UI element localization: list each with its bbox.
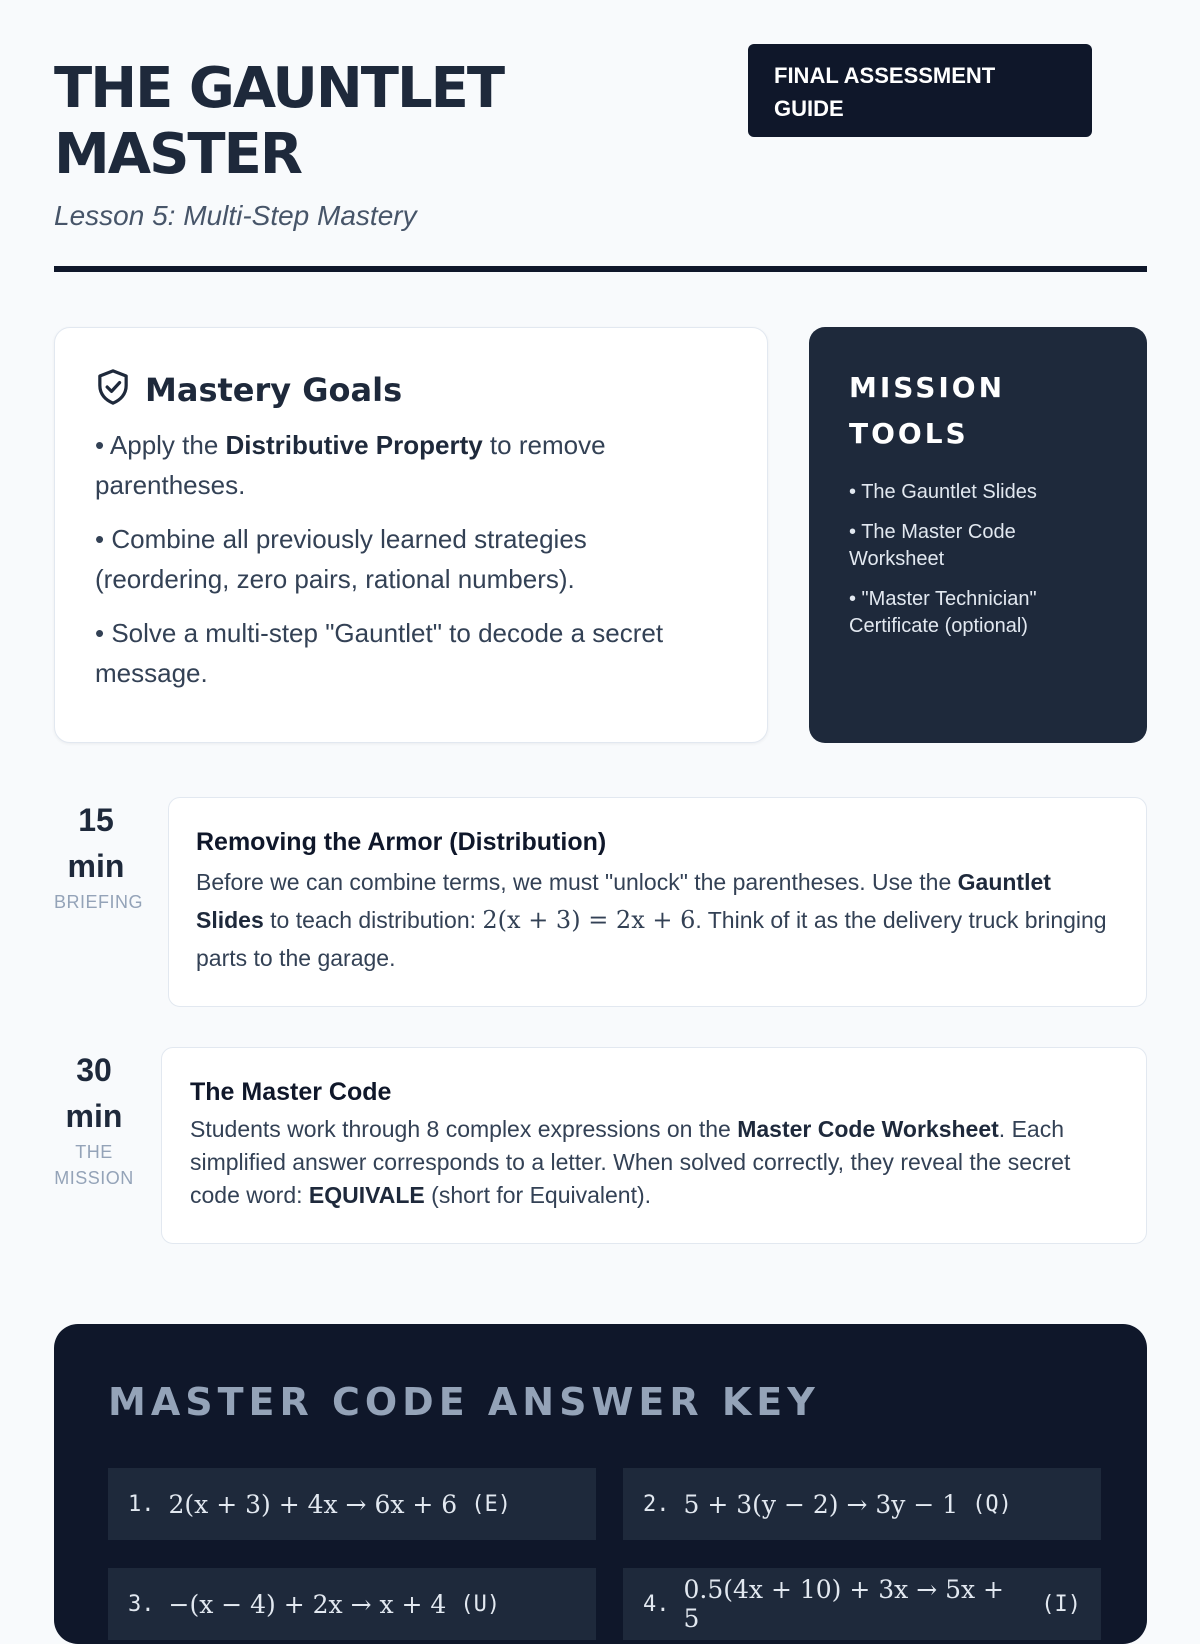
step-description: Students work through 8 complex expressions on the Master Code Worksheet. Each simplified answer corresponds to a letter. When solved correctly, they reveal the secret code word: EQUIVALE (short for Equivalent). bbox=[190, 1116, 1071, 1208]
step-duration: 15 min BRIEFING bbox=[54, 802, 144, 912]
mastery-goals-title: Mastery Goals bbox=[145, 370, 403, 409]
answer-key-item: 4. 0.5(4x + 10) + 3x → 5x + 5 (I) bbox=[623, 1568, 1101, 1640]
answer-key-item: 3. −(x − 4) + 2x → x + 4 (U) bbox=[108, 1568, 596, 1640]
header-divider bbox=[54, 266, 1147, 272]
mission-tools-card bbox=[809, 327, 1147, 743]
shield-check-icon bbox=[95, 368, 131, 411]
tool-item: • "Master Technician" Certificate (optional) bbox=[849, 588, 1037, 637]
step-title: Removing the Armor (Distribution) bbox=[196, 828, 607, 856]
answer-key-title: MASTER CODE ANSWER KEY bbox=[108, 1380, 820, 1424]
page-title: THE GAUNTLET MASTER bbox=[54, 56, 504, 187]
answer-key-item: 2. 5 + 3(y − 2) → 3y − 1 (Q) bbox=[623, 1468, 1101, 1540]
tool-item: • The Gauntlet Slides bbox=[849, 481, 1037, 503]
goal-item: • Combine all previously learned strategies (reordering, zero pairs, rational numbers). bbox=[95, 524, 587, 594]
answer-key-item: 1. 2(x + 3) + 4x → 6x + 6 (E) bbox=[108, 1468, 596, 1540]
tool-item: • The Master Code Worksheet bbox=[849, 521, 1016, 570]
step-card bbox=[161, 1047, 1147, 1244]
step-card bbox=[168, 797, 1147, 1007]
step-description: Before we can combine terms, we must "unlock" the parentheses. Use the Gauntlet Slides to teach distribution: 2(x + 3) = 2x + 6. Think of it as the delivery truck bringing parts to the garage. bbox=[196, 869, 1107, 971]
assessment-badge: FINAL ASSESSMENT GUIDE bbox=[748, 44, 1092, 137]
mission-tools-title: MISSION TOOLS bbox=[849, 371, 1006, 450]
answer-key-panel bbox=[54, 1324, 1147, 1644]
step-duration: 30 min THE MISSION bbox=[54, 1052, 134, 1188]
step-title: The Master Code bbox=[190, 1078, 392, 1106]
goal-item: • Apply the Distributive Property to remove parentheses. bbox=[95, 430, 606, 500]
goal-item: • Solve a multi-step "Gauntlet" to decode a secret message. bbox=[95, 618, 664, 688]
mastery-goals-card bbox=[54, 327, 768, 743]
page-subtitle: Lesson 5: Multi-Step Mastery bbox=[54, 200, 417, 231]
